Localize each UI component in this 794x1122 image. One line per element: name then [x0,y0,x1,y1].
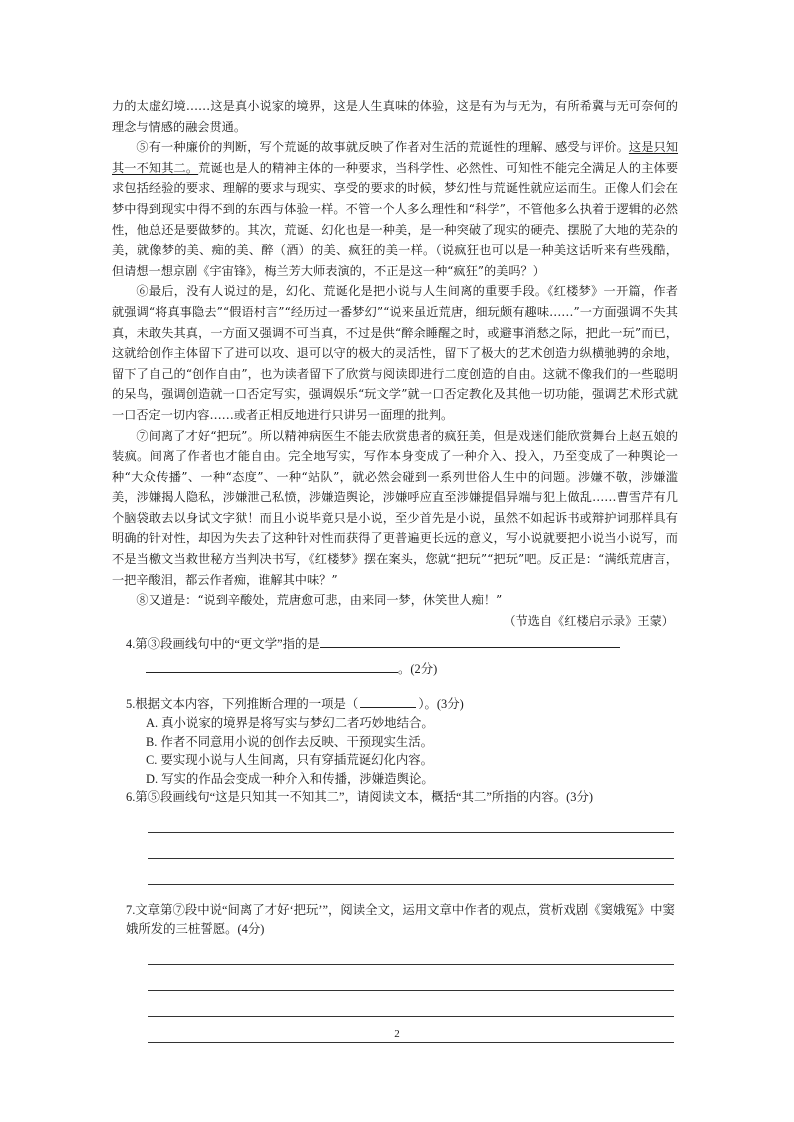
q4-answer-line-1[interactable] [320,635,620,648]
passage-paragraph-top: 力的太虚幻境……这是真小说家的境界，这是人生真味的体验，这是有为与无为，有所希冀与无可奈何的理念与情感的融会贯通。 [112,99,678,134]
q6-answer-line-3[interactable] [148,859,674,885]
p5-text-a: ⑤有一种廉价的判断，写个荒诞的故事就反映了作者对生活的荒诞性的理解、感受与评价。 [136,140,629,155]
passage-paragraph-5 [112,137,678,281]
q6-answer-line-2[interactable] [148,833,674,859]
p5-text-b: 荒诞也是人的精神主体的一种要求，当科学性、必然性、可知性不能完全满足人的主体要求包括经验的要求、理解的要求与现实、享受的要求的时候，梦幻性与荒诞性就应运而生。正像人们会在梦中得到现实中得不到的东西与体验一样。不管一个人多么理性和“科学”，不管他多么执着于逻辑的必然性，他总还是要做梦的。其次，荒诞、幻化也是一种美，是一种突破了现实的硬壳、摆脱了大地的芜杂的美，就像梦的美、痴的美、醉（酒）的美、疯狂的美一样。（说疯狂也可以是一种美这话听来有些残酷，但请想一想京剧《宇宙锋》，梅兰芳大师表演的，不正是这一种“疯狂”的美吗？） [112,160,679,278]
q7-text: 7.文章第⑦段中说“间离了才好‘把玩’”，阅读全文，运用文章中作者的观点，赏析戏剧《窦娥冤》中窦娥所发的三桩誓愿。(4分) [126,903,675,937]
q5-answer-blank[interactable] [360,695,416,708]
passage-paragraph-6: ⑥最后，没有人说过的是，幻化、荒诞化是把小说与人生间离的重要手段。《红楼梦》一开篇，作者就强调“将真事隐去”“假语村言”“经历过一番梦幻”“说来虽近荒唐，细玩颇有趣味……”一方面强调不失其真，未敢失其真，一方面又强调不可当真，不过是供“醉余睡醒之时，或避事消愁之际，把此一玩”而已，这就给创作主体留下了进可以攻、退可以守的极大的灵活性，留下了极大的艺术创造力纵横驰骋的余地，留下了自己的“创作自由”，也为读者留下了欣赏与阅读即进行二度创造的自由。这就不像我们的一些聪明的呆鸟，强调创造就一口否定写实，强调娱乐“玩文学”就一口否定教化及其他一切功能，强调艺术形式就一口否定一切内容……或者正相反地进行只讲另一面理的批判。 [112,284,678,422]
q5-option-b[interactable]: B. 作者不同意用小说的创作去反映、干预现实生活。 [146,734,434,749]
q5-option-a[interactable]: A. 真小说家的境界是将写实与梦幻二者巧妙地结合。 [146,716,434,731]
p5-underlined-sentence: 这是只知其一不知其二。 [112,140,679,175]
exam-page [112,96,678,1043]
q4-score: 。(2分) [398,662,438,677]
q7-answer-line-1[interactable] [148,939,674,965]
page-number: 2 [394,1028,400,1040]
q5-option-c[interactable]: C. 要实现小说与人生间离，只有穿插荒诞幻化内容。 [146,753,434,768]
q7-answer-line-3[interactable] [148,991,674,1017]
q6-answer-line-1[interactable] [148,807,674,833]
q4-text: 4.第③段画线句中的“更文学”指的是 [126,637,320,652]
passage-source: （节选自《红楼启示录》王蒙） [503,613,674,628]
question-6 [112,788,678,885]
passage-paragraph-8: ⑧又道是：“说到辛酸处，荒唐愈可悲，由来同一梦，休笑世人痴！” [136,593,503,608]
question-7 [112,901,678,1043]
q5-text-a: 5.根据文本内容，下列推断合理的一项是（ [126,697,359,712]
q4-answer-line-2[interactable] [146,660,398,673]
question-4 [112,635,678,679]
question-5 [112,695,678,788]
q7-answer-line-2[interactable] [148,965,674,991]
q6-text: 6.第⑤段画线句“这是只知其一不知其二”，请阅读文本，概括“其二”所指的内容。(3分) [126,790,594,805]
passage-paragraph-7: ⑦间离了才好“把玩”。所以精神病医生不能去欣赏患者的疯狂美，但是戏迷们能欣赏舞台上赵五娘的装疯。间离了作者也才能自由。完全地写实，写作本身变成了一种介入、投入，乃至变成了一种舆论一种“大众传播”、一种“态度”、一种“站队”，就必然会碰到一系列世俗人生中的问题。涉嫌不敬，涉嫌滥美，涉嫌揭人隐私，涉嫌泄己私愤，涉嫌造舆论，涉嫌呼应直至涉嫌提倡异端与犯上做乱……曹雪芹有几个脑袋敢去以身试文字狱！而且小说毕竟只是小说，至少首先是小说，虽然不如起诉书或辩护词那样具有明确的针对性，却因为失去了这种针对性而获得了更普遍更长远的意义，写小说就要把小说当小说写，而不是当檄文当救世秘方当判决书写，《红楼梦》摆在案头，您就“把玩”“把玩”吧。反正是：“满纸荒唐言，一把辛酸泪，都云作者痴，谁解其中味？” [112,428,678,587]
q5-option-d[interactable]: D. 写实的作品会变成一种介入和传播，涉嫌造舆论。 [146,771,434,786]
q5-text-b: ）。(3分) [418,697,464,712]
